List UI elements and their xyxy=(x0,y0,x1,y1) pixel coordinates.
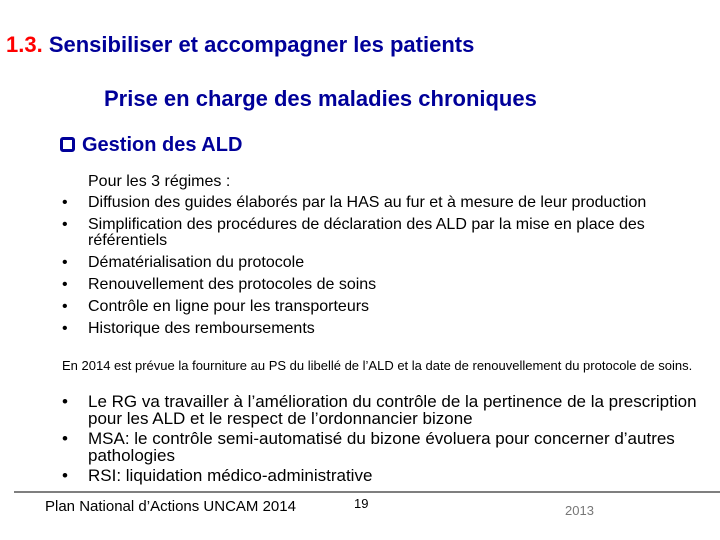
bullet-icon: • xyxy=(62,216,68,233)
heading-number: 1.3. xyxy=(6,32,43,57)
list-item: • RSI: liquidation médico-administrative xyxy=(62,466,373,485)
bullet-icon: • xyxy=(62,254,68,271)
bullet-icon: • xyxy=(62,320,68,337)
footer-title: Plan National d’Actions UNCAM 2014 xyxy=(45,498,296,515)
heading-title: Sensibiliser et accompagner les patients xyxy=(48,32,475,57)
measures-list xyxy=(62,195,702,343)
checkbox-square-icon xyxy=(60,137,75,152)
list-item: • Historique des remboursements xyxy=(62,320,315,337)
list-item: • Simplification des procédures de déclaration des ALD par la mise en place des référentiels xyxy=(62,216,645,249)
section-title: Gestion des ALD xyxy=(82,134,243,156)
bullet-icon: • xyxy=(62,429,68,448)
bullet-icon: • xyxy=(62,466,68,485)
footer-year: 2013 xyxy=(565,503,594,515)
bullet-icon: • xyxy=(62,194,68,211)
slide-heading xyxy=(6,32,474,58)
footer-divider xyxy=(14,491,720,493)
note-text: En 2014 est prévue la fourniture au PS du libellé de l’ALD et la date de renouvellement du protocole de soins. xyxy=(62,358,693,373)
page-number: 19 xyxy=(354,496,369,511)
slide-subtitle: Prise en charge des maladies chroniques xyxy=(104,86,537,111)
regime-list xyxy=(62,393,708,487)
bullet-icon: • xyxy=(62,298,68,315)
bullet-icon: • xyxy=(62,392,68,411)
intro-text: Pour les 3 régimes : xyxy=(88,173,231,190)
list-item: • Contrôle en ligne pour les transporteurs xyxy=(62,298,370,315)
list-item: • MSA: le contrôle semi-automatisé du bizone évoluera pour concerner d’autres pathologies xyxy=(62,429,675,465)
list-item: • Le RG va travailler à l’amélioration du contrôle de la pertinence de la prescription pour les ALD et le respect de l’ordonnancier bizone xyxy=(62,392,697,428)
list-item: • Renouvellement des protocoles de soins xyxy=(62,276,377,293)
section-heading xyxy=(60,134,242,157)
list-item: • Diffusion des guides élaborés par la HAS au fur et à mesure de leur production xyxy=(62,194,647,211)
bullet-icon: • xyxy=(62,276,68,293)
list-item: • Dématérialisation du protocole xyxy=(62,254,305,271)
